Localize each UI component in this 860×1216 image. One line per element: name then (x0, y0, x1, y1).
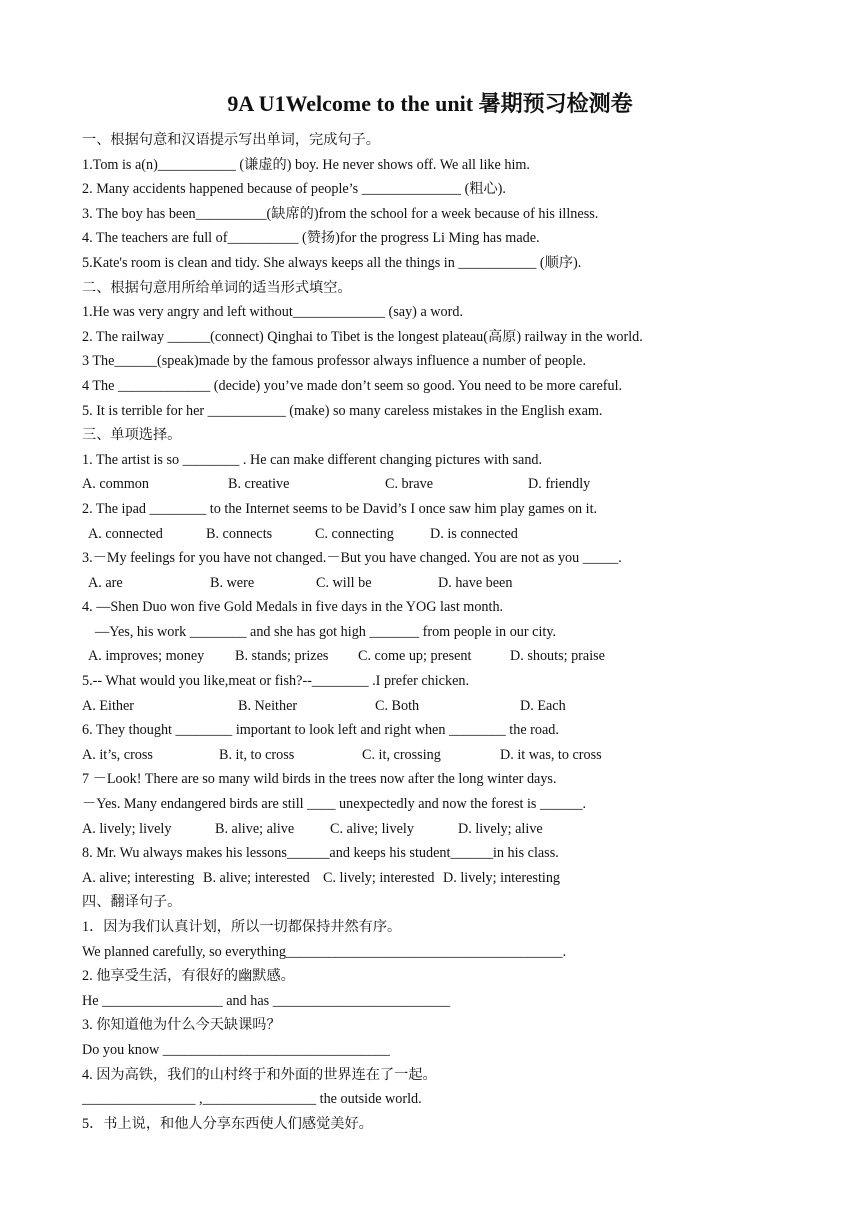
s4-q5-text: 5．书上说，和他人分享东西使人们感觉美好。 (82, 1115, 373, 1132)
s3-q5-options-a: A. Either (82, 697, 135, 714)
s3-q7-reply (0, 792, 860, 817)
s3-q1-options (0, 472, 860, 497)
s4-q5 (0, 1112, 860, 1137)
s1-q1-text: 1.Tom is a(n)___________ (谦虚的) boy. He never shows off. We all like him. (82, 156, 530, 173)
s1-q2-text: 2. Many accidents happened because of people’s ______________ (粗心). (82, 181, 506, 198)
s3-q6-options-d: D. it was, to cross (500, 746, 602, 763)
s3-q4-reply-text: —Yes, his work ________ and she has got high _______ from people in our city. (95, 623, 557, 640)
s3-q2 (0, 497, 860, 522)
s3-q2-options (0, 522, 860, 547)
s4-q4 (0, 1063, 860, 1088)
s3-q3-options-d: D. have been (438, 574, 513, 591)
s1-q3 (0, 202, 860, 227)
s2-q5 (0, 399, 860, 424)
s3-q6-options (0, 743, 860, 768)
s4-q2 (0, 964, 860, 989)
sec2-heading (0, 276, 860, 301)
s4-q3-answer (0, 1038, 860, 1063)
s3-q3-options-a: A. are (88, 574, 123, 591)
s4-q3 (0, 1013, 860, 1038)
sec2-heading-text: 二、根据句意用所给单词的适当形式填空。 (82, 279, 352, 296)
s4-q2-answer (0, 989, 860, 1014)
s3-q3-options (0, 571, 860, 596)
s4-q1-answer (0, 940, 860, 965)
s3-q6 (0, 718, 860, 743)
s3-q2-options-b: B. connects (206, 525, 273, 542)
sec4-heading (0, 890, 860, 915)
s4-q3-text: 3. 你知道他为什么今天缺课吗？ (82, 1017, 281, 1034)
s2-q5-text: 5. It is terrible for her ___________ (make) so many careless mistakes in the English exam. (82, 402, 603, 419)
s3-q5-options-d: D. Each (520, 697, 566, 714)
s2-q4 (0, 374, 860, 399)
s3-q1-options-d: D. friendly (528, 476, 591, 493)
s3-q7-text: 7 －Look! There are so many wild birds in the trees now after the long winter days. (82, 771, 557, 788)
s3-q6-options-b: B. it, to cross (219, 746, 295, 763)
s4-q2-text: 2. 他享受生活，有很好的幽默感。 (82, 968, 295, 985)
s3-q5-text: 5.-- What would you like,meat or fish?--________ .I prefer chicken. (82, 673, 470, 690)
s3-q8 (0, 841, 860, 866)
s3-q5-options (0, 694, 860, 719)
s3-q2-options-a: A. connected (88, 525, 163, 542)
s3-q1-text: 1. The artist is so ________ . He can make different changing pictures with sand. (82, 451, 543, 468)
sec3-heading (0, 423, 860, 448)
s1-q4 (0, 226, 860, 251)
s3-q1 (0, 448, 860, 473)
s3-q4-options-d: D. shouts; praise (510, 648, 605, 665)
s4-q3-answer-text: Do you know ________________________________ (82, 1041, 390, 1058)
s4-q1-answer-text: We planned carefully, so everything_______________________________________. (82, 943, 567, 960)
s4-q4-answer (0, 1087, 860, 1112)
worksheet-lines (0, 128, 860, 1136)
s3-q6-options-c: C. it, crossing (362, 746, 441, 763)
s3-q7-options-c: C. alive; lively (330, 820, 414, 837)
s3-q7-options-a: A. lively; lively (82, 820, 172, 837)
s3-q5 (0, 669, 860, 694)
s3-q7 (0, 767, 860, 792)
s3-q8-text: 8. Mr. Wu always makes his lessons______and keeps his student______in his class. (82, 845, 559, 862)
s1-q2 (0, 177, 860, 202)
s1-q4-text: 4. The teachers are full of__________ (赞扬)for the progress Li Ming has made. (82, 230, 540, 247)
s2-q4-text: 4 The _____________ (decide) you’ve made don’t seem so good. You need to be more careful. (82, 377, 623, 394)
s3-q4-options-c: C. come up; present (358, 648, 472, 665)
s4-q1 (0, 915, 860, 940)
s3-q4-options (0, 644, 860, 669)
s3-q4-text: 4. —Shen Duo won five Gold Medals in five days in the YOG last month. (82, 599, 504, 616)
s4-q2-answer-text: He _________________ and has _________________________ (82, 992, 451, 1009)
sec3-heading-text: 三、单项选择。 (82, 427, 182, 444)
s3-q1-options-b: B. creative (228, 476, 290, 493)
s3-q3-options-c: C. will be (316, 574, 372, 591)
s3-q3-options-b: B. were (210, 574, 255, 591)
sec1-heading (0, 128, 860, 153)
s1-q3-text: 3. The boy has been__________(缺席的)from the school for a week because of his illness. (82, 205, 599, 222)
s3-q2-options-c: C. connecting (315, 525, 394, 542)
s3-q5-options-b: B. Neither (238, 697, 298, 714)
sec4-heading-text: 四、翻译句子。 (82, 894, 182, 911)
s3-q7-options-b: B. alive; alive (215, 820, 295, 837)
s3-q8-options (0, 866, 860, 891)
s3-q8-options-c: C. lively; interested (323, 869, 435, 886)
page-title: 9A U1Welcome to the unit 暑期预习检测卷 (227, 91, 633, 116)
s3-q1-options-a: A. common (82, 476, 149, 493)
s3-q4-reply (0, 620, 860, 645)
s2-q3-text: 3 The______(speak)made by the famous professor always influence a number of people. (82, 353, 587, 370)
s3-q7-options (0, 817, 860, 842)
sec1-heading-text: 一、根据句意和汉语提示写出单词，完成句子。 (82, 132, 380, 148)
s1-q5 (0, 251, 860, 276)
s3-q7-reply-text: －Yes. Many endangered birds are still ____ unexpectedly and now the forest is ______. (82, 796, 587, 813)
s3-q1-options-c: C. brave (385, 476, 434, 493)
s3-q3 (0, 546, 860, 571)
s3-q2-text: 2. The ipad ________ to the Internet seems to be David’s I once saw him play games on it. (82, 500, 598, 517)
s3-q8-options-a: A. alive; interesting (82, 869, 195, 886)
s3-q8-options-b: B. alive; interested (203, 869, 310, 886)
s2-q1-text: 1.He was very angry and left without_____________ (say) a word. (82, 304, 464, 321)
s3-q2-options-d: D. is connected (430, 525, 518, 542)
s3-q8-options-d: D. lively; interesting (443, 869, 561, 886)
s4-q4-text: 4. 因为高铁，我们的山村终于和外面的世界连在了一起。 (82, 1066, 437, 1083)
s4-q4-answer-text: ________________ ,________________ the outside world. (82, 1091, 422, 1108)
s3-q5-options-c: C. Both (375, 697, 420, 714)
s4-q1-text: 1．因为我们认真计划，所以一切都保持井然有序。 (82, 919, 402, 935)
s2-q2 (0, 325, 860, 350)
s2-q3 (0, 349, 860, 374)
s3-q6-text: 6. They thought ________ important to look left and right when ________ the road. (82, 722, 559, 739)
s3-q7-options-d: D. lively; alive (458, 820, 543, 837)
s1-q5-text: 5.Kate's room is clean and tidy. She always keeps all the things in ___________ (顺序). (82, 254, 582, 271)
s1-q1 (0, 153, 860, 178)
s3-q6-options-a: A. it’s, cross (82, 746, 153, 763)
s3-q4 (0, 595, 860, 620)
s2-q1 (0, 300, 860, 325)
s3-q4-options-b: B. stands; prizes (235, 648, 329, 665)
s2-q2-text: 2. The railway ______(connect) Qinghai to Tibet is the longest plateau(高原) railway in the world. (82, 328, 643, 345)
s3-q4-options-a: A. improves; money (88, 648, 205, 665)
s3-q3-text: 3.－My feelings for you have not changed.－But you have changed. You are not as you _____. (82, 550, 622, 567)
